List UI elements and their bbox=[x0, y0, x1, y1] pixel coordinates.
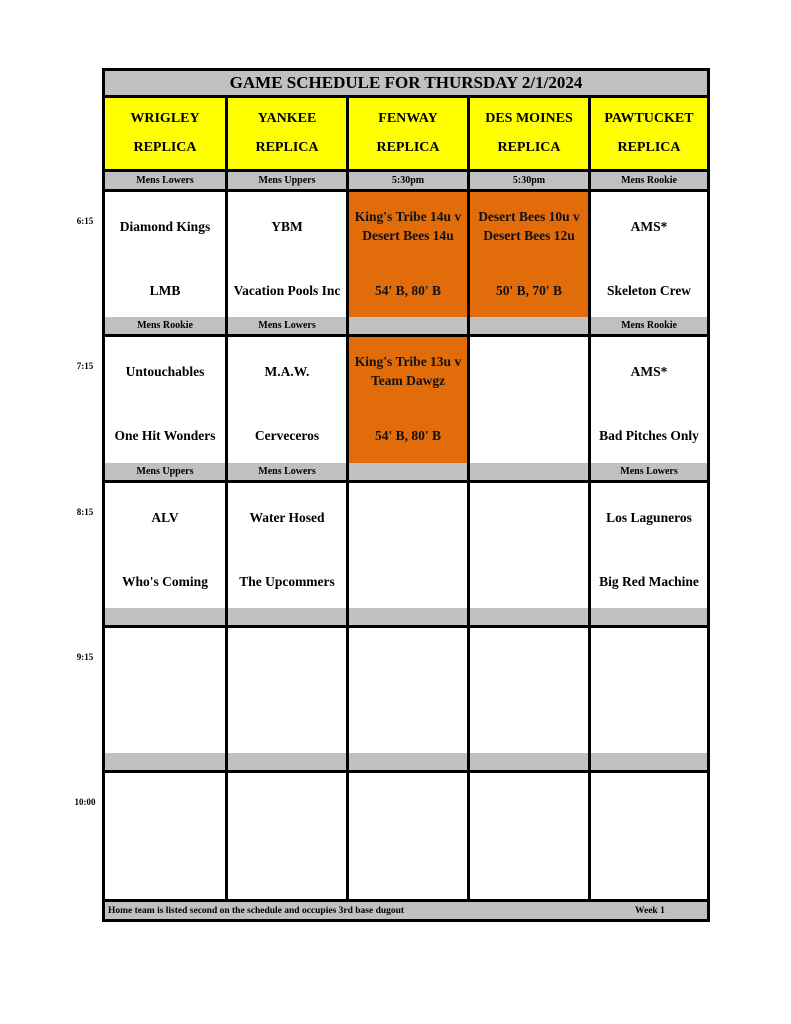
home-team bbox=[107, 704, 223, 748]
away-team bbox=[593, 787, 705, 827]
time-label-715: 7:15 bbox=[76, 361, 94, 371]
schedule-table bbox=[102, 68, 710, 922]
away-team: AMS* bbox=[630, 363, 668, 379]
home-team bbox=[472, 849, 586, 893]
away-team: Diamond Kings bbox=[119, 218, 211, 234]
game-cell bbox=[591, 483, 707, 609]
away-team bbox=[593, 642, 705, 682]
division-label bbox=[470, 608, 588, 625]
home-team: 54' B, 80' B bbox=[374, 282, 441, 298]
field-header-des-moines bbox=[470, 98, 588, 169]
division-label: Mens Lowers bbox=[228, 463, 346, 480]
division-label: Mens Lowers bbox=[228, 317, 346, 334]
home-team: Skeleton Crew bbox=[606, 282, 692, 298]
division-label: Mens Uppers bbox=[105, 463, 225, 480]
home-team bbox=[472, 704, 586, 748]
game-cell bbox=[591, 337, 707, 463]
home-team: The Upcommers bbox=[239, 573, 335, 589]
division-label: Mens Rookie bbox=[591, 317, 707, 334]
division-label bbox=[349, 608, 467, 625]
division-label bbox=[105, 753, 225, 770]
away-team: King's Tribe 14u v Desert Bees 14u bbox=[354, 209, 462, 243]
home-team: Who's Coming bbox=[122, 573, 208, 589]
division-label: Mens Rookie bbox=[591, 172, 707, 189]
field-name: WRIGLEY bbox=[130, 110, 200, 126]
game-cell bbox=[591, 628, 707, 754]
division-label bbox=[470, 753, 588, 770]
game-cell bbox=[349, 773, 467, 899]
home-team bbox=[351, 849, 465, 893]
game-cell bbox=[105, 773, 225, 899]
division-label: Mens Lowers bbox=[591, 463, 707, 480]
home-team bbox=[593, 849, 705, 893]
away-team bbox=[351, 497, 465, 537]
home-team: 50' B, 70' B bbox=[495, 282, 562, 298]
home-team bbox=[472, 413, 586, 457]
game-cell bbox=[228, 773, 346, 899]
division-label bbox=[228, 608, 346, 625]
game-cell bbox=[591, 192, 707, 318]
away-team: ALV bbox=[151, 509, 179, 525]
time-label-915: 9:15 bbox=[76, 652, 94, 662]
home-team: Big Red Machine bbox=[599, 573, 699, 589]
game-cell bbox=[470, 337, 588, 463]
game-cell bbox=[349, 483, 467, 609]
division-label bbox=[349, 753, 467, 770]
schedule-title: GAME SCHEDULE FOR THURSDAY 2/1/2024 bbox=[105, 71, 707, 95]
game-cell bbox=[228, 628, 346, 754]
away-team: Water Hosed bbox=[249, 509, 325, 525]
away-team: YBM bbox=[271, 218, 303, 234]
home-team: One Hit Wonders bbox=[114, 427, 216, 443]
division-label bbox=[349, 317, 467, 334]
field-name: DES MOINES bbox=[485, 110, 573, 126]
division-label: 5:30pm bbox=[349, 172, 467, 189]
division-label bbox=[470, 463, 588, 480]
home-team: Cerveceros bbox=[254, 427, 320, 443]
home-team: LMB bbox=[149, 282, 181, 298]
field-name: YANKEE bbox=[257, 110, 317, 126]
division-label bbox=[470, 317, 588, 334]
division-label: Mens Lowers bbox=[105, 172, 225, 189]
field-header-pawtucket bbox=[591, 98, 707, 169]
field-name: FENWAY bbox=[378, 110, 438, 126]
away-team bbox=[230, 642, 344, 682]
game-cell bbox=[470, 773, 588, 899]
home-team bbox=[351, 559, 465, 603]
game-cell bbox=[349, 628, 467, 754]
division-label bbox=[591, 753, 707, 770]
week-label: Week 1 bbox=[635, 905, 665, 916]
time-label-1000: 10:00 bbox=[74, 797, 96, 807]
away-team: AMS* bbox=[630, 218, 668, 234]
division-label bbox=[591, 608, 707, 625]
home-team bbox=[472, 559, 586, 603]
home-team bbox=[230, 849, 344, 893]
field-name: PAWTUCKET bbox=[604, 110, 694, 126]
away-team bbox=[472, 497, 586, 537]
time-label-815: 8:15 bbox=[76, 507, 94, 517]
game-cell bbox=[105, 337, 225, 463]
game-cell bbox=[105, 192, 225, 318]
game-cell bbox=[470, 192, 588, 318]
away-team: M.A.W. bbox=[264, 363, 310, 379]
field-header-fenway bbox=[349, 98, 467, 169]
home-team: Bad Pitches Only bbox=[599, 427, 699, 443]
game-cell bbox=[105, 628, 225, 754]
division-label bbox=[105, 608, 225, 625]
away-team: Untouchables bbox=[125, 363, 205, 379]
home-team bbox=[351, 704, 465, 748]
home-team bbox=[593, 704, 705, 748]
away-team bbox=[107, 642, 223, 682]
home-team: Vacation Pools Inc bbox=[233, 282, 341, 298]
time-label-615: 6:15 bbox=[76, 216, 94, 226]
game-cell bbox=[228, 337, 346, 463]
game-cell bbox=[591, 773, 707, 899]
away-team: King's Tribe 13u v Team Dawgz bbox=[354, 354, 462, 388]
home-team bbox=[107, 849, 223, 893]
away-team bbox=[472, 787, 586, 827]
away-team bbox=[230, 787, 344, 827]
field-header-wrigley bbox=[105, 98, 225, 169]
home-team: 54' B, 80' B bbox=[374, 427, 441, 443]
footer-note: Home team is listed second on the schedule and occupies 3rd base dugout bbox=[108, 905, 405, 916]
field-type: REPLICA bbox=[376, 140, 440, 156]
away-team bbox=[351, 642, 465, 682]
away-team bbox=[472, 351, 586, 391]
game-cell bbox=[228, 192, 346, 318]
game-cell bbox=[470, 628, 588, 754]
away-team bbox=[107, 787, 223, 827]
game-cell bbox=[105, 483, 225, 609]
field-type: REPLICA bbox=[133, 140, 197, 156]
field-header-yankee bbox=[228, 98, 346, 169]
home-team bbox=[230, 704, 344, 748]
division-label: Mens Uppers bbox=[228, 172, 346, 189]
game-cell bbox=[349, 192, 467, 318]
division-label bbox=[228, 753, 346, 770]
away-team bbox=[472, 642, 586, 682]
field-type: REPLICA bbox=[255, 140, 319, 156]
game-cell bbox=[228, 483, 346, 609]
away-team: Desert Bees 10u v Desert Bees 12u bbox=[478, 209, 580, 243]
away-team bbox=[351, 787, 465, 827]
division-label: Mens Rookie bbox=[105, 317, 225, 334]
field-type: REPLICA bbox=[617, 140, 681, 156]
game-cell bbox=[349, 337, 467, 463]
field-type: REPLICA bbox=[497, 140, 561, 156]
footer-bar bbox=[105, 902, 707, 919]
division-label: 5:30pm bbox=[470, 172, 588, 189]
game-cell bbox=[470, 483, 588, 609]
away-team: Los Laguneros bbox=[606, 509, 692, 525]
division-label bbox=[349, 463, 467, 480]
